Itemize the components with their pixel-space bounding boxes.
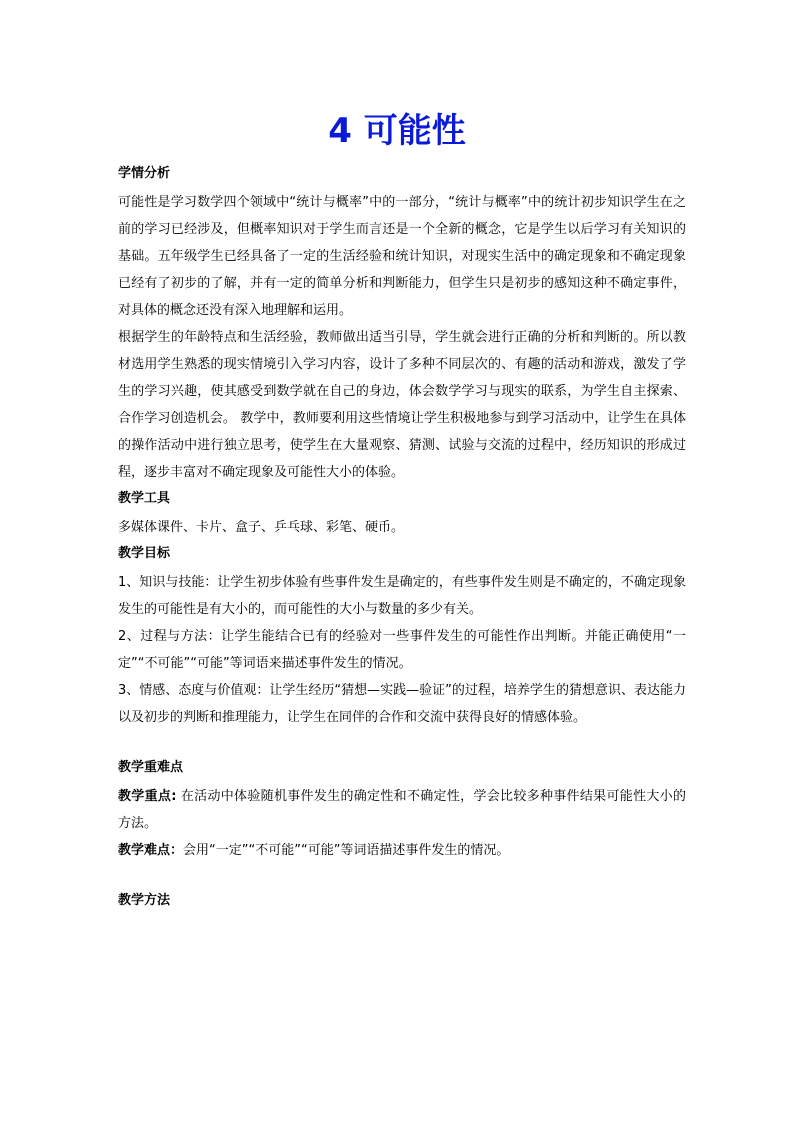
key-focus-colon: : — [171, 789, 177, 804]
page-title: 4 可能性 — [328, 111, 466, 151]
key-difficulty-label: 教学难点： — [118, 843, 184, 858]
heading-tools: 教学工具 — [118, 491, 171, 506]
goal-knowledge: 1、知识与技能：让学生初步体验有些事件发生是确定的，有些事件发生则是不确定的，不确定现象发生的可能性是有大小的，而可能性的大小与数量的多少有关。 — [118, 575, 686, 617]
heading-key-points: 教学重难点 — [118, 760, 184, 775]
goal-emotion: 3、情感、态度与价值观：让学生经历“猜想—实践—验证”的过程，培养学生的猜想意识、表达能力以及初步的判断和推理能力，让学生在同伴的合作和交流中获得良好的情感体验。 — [118, 683, 686, 725]
goal-process: 2、过程与方法：让学生能结合已有的经验对一些事件发生的可能性作出判断。并能正确使用“一定”“不可能”“可能”等词语来描述事件发生的情况。 — [118, 629, 686, 671]
spacer — [118, 864, 686, 890]
key-difficulty-text: 会用“一定”“不可能”“可能”等词语描述事件发生的情况。 — [183, 843, 510, 858]
spacer — [118, 731, 686, 757]
key-difficulty-paragraph — [118, 837, 686, 864]
heading-analysis: 学情分析 — [118, 166, 171, 181]
tools-paragraph: 多媒体课件、卡片、盒子、乒乓球、彩笔、硬币。 — [118, 520, 405, 535]
heading-goals: 教学目标 — [118, 546, 171, 561]
heading-method: 教学方法 — [118, 893, 171, 908]
analysis-paragraph-2: 根据学生的年龄特点和生活经验，教师做出适当引导，学生就会进行正确的分析和判断的。所以教材选用学生熟悉的现实情境引入学习内容，设计了多种不同层次的、有趣的活动和游戏，激发了学生的学习兴趣，使其感受到数学就在自己的身边，体会数学学习与现实的联系，为学生自主探索、合作学习创造机会。 教学中，教师要利用这些情境让学生积极地参与到学习活动中，让学生在具体的操作活动中进行独立思考，使学生在大量观察、猜测、试验与交流的过程中，经历知识的形成过程，逐步丰富对不确定现象及可能性大小的体验。 — [118, 330, 686, 480]
document-body — [118, 163, 686, 916]
analysis-paragraph-1: 可能性是学习数学四个领域中“统计与概率”中的一部分，“统计与概率”中的统计初步知识学生在之前的学习已经涉及，但概率知识对于学生而言还是一个全新的概念，它是学生以后学习有关知识的基础。五年级学生已经具备了一定的生活经验和统计知识，对现实生活中的确定现象和不确定现象已经有了初步的了解，并有一定的简单分析和判断能力，但学生只是初步的感知这种不确定事件，对具体的概念还没有深入地理解和运用。 — [118, 195, 686, 318]
key-focus-paragraph — [118, 783, 686, 837]
key-focus-text: 在活动中体验随机事件发生的确定性和不确定性，学会比较多种事件结果可能性大小的方法。 — [118, 789, 686, 831]
key-focus-label: 教学重点 — [118, 789, 172, 804]
